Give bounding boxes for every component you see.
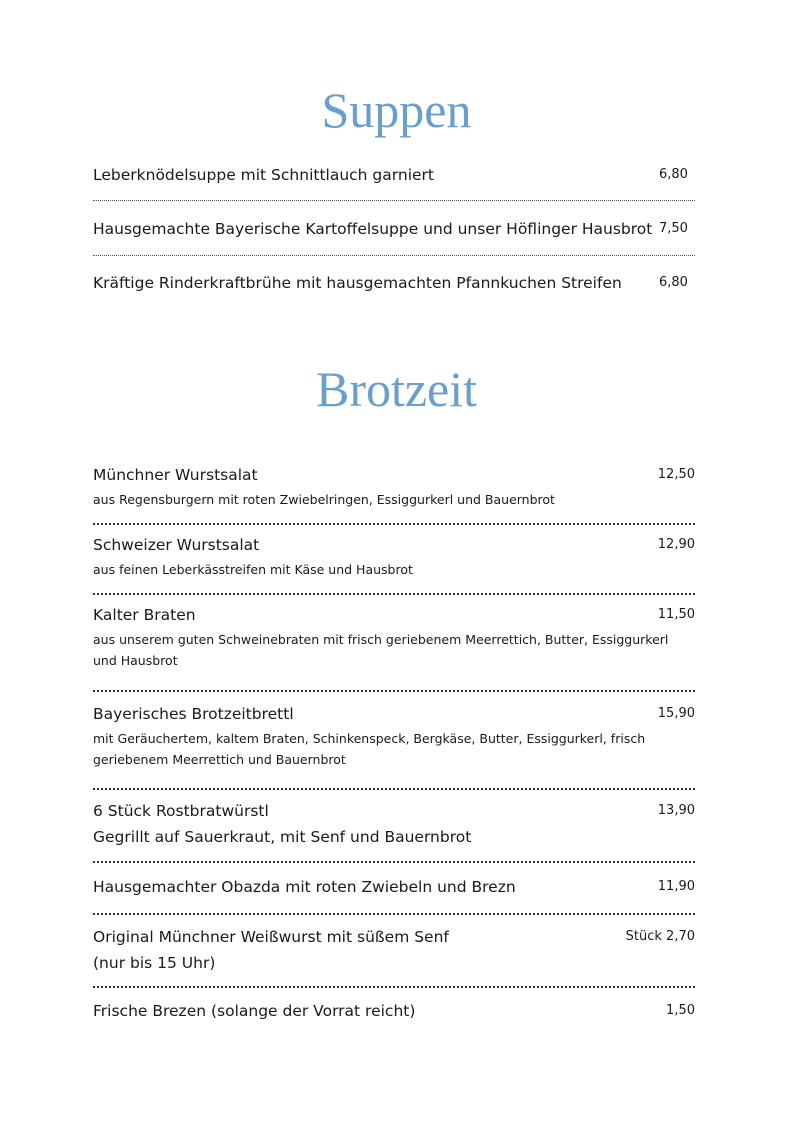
dotted-separator [93, 913, 695, 915]
item-description: mit Geräuchertem, kaltem Braten, Schinkenspeck, Bergkäse, Butter, Essiggurkerl, frisch geriebenem Meerrettich und Bauernbrot [93, 731, 646, 767]
item-name: Hausgemachte Bayerische Kartoffelsuppe und unser Höflinger Hausbrot [93, 220, 653, 238]
item-price: 12,90 [657, 537, 695, 552]
item-name: Kalter Braten [93, 606, 196, 624]
section-title-brotzeit: Brotzeit [315, 361, 478, 417]
item-description: aus Regensburgern mit roten Zwiebelringen, Essiggurkerl und Bauernbrot [93, 492, 555, 507]
item-price: 7,50 [659, 221, 688, 236]
item-price: Stück 2,70 [625, 929, 695, 944]
item-description: Gegrillt auf Sauerkraut, mit Senf und Bauernbrot [93, 828, 472, 846]
menu-item-rostbratwuerstl [93, 799, 695, 849]
dotted-separator [93, 255, 695, 256]
item-name: Schweizer Wurstsalat [93, 536, 260, 554]
item-description: aus feinen Leberkässtreifen mit Käse und Hausbrot [93, 562, 413, 577]
item-description: (nur bis 15 Uhr) [93, 954, 216, 972]
item-price: 12,50 [657, 467, 695, 482]
item-price: 6,80 [659, 275, 688, 290]
dotted-separator [93, 593, 695, 595]
item-price: 11,90 [657, 879, 695, 894]
item-price: 11,50 [657, 607, 695, 622]
menu-item-brezen [93, 999, 695, 1023]
dotted-separator [93, 986, 695, 988]
item-price: 15,90 [657, 706, 695, 721]
item-name: Kräftige Rinderkraftbrühe mit hausgemachten Pfannkuchen Streifen [93, 274, 622, 292]
item-price: 6,80 [659, 167, 688, 182]
item-name: 6 Stück Rostbratwürstl [93, 802, 269, 820]
item-name: Münchner Wurstsalat [93, 466, 258, 484]
item-price: 13,90 [657, 803, 695, 818]
section-title-suppen: Suppen [321, 82, 472, 138]
item-name: Original Münchner Weißwurst mit süßem Senf [93, 928, 449, 946]
menu-item-obazda [93, 875, 695, 899]
menu-item-muenchner-wurstsalat [93, 463, 695, 510]
item-name: Bayerisches Brotzeitbrettl [93, 705, 294, 723]
dotted-separator [93, 200, 695, 201]
menu-item-weisswurst [93, 925, 695, 975]
item-name: Frische Brezen (solange der Vorrat reicht) [93, 1002, 416, 1020]
item-name: Leberknödelsuppe mit Schnittlauch garniert [93, 166, 434, 184]
item-price: 1,50 [666, 1003, 695, 1018]
dotted-separator [93, 690, 695, 692]
menu-item-rinderkraftbruehe [93, 271, 695, 295]
dotted-separator [93, 861, 695, 863]
item-description: aus unserem guten Schweinebraten mit frisch geriebenem Meerrettich, Butter, Essiggurkerl und Hausbrot [93, 632, 669, 668]
menu-item-brotzeitbrettl [93, 702, 695, 770]
item-name: Hausgemachter Obazda mit roten Zwiebeln und Brezn [93, 878, 516, 896]
menu-item-schweizer-wurstsalat [93, 533, 695, 580]
menu-item-kalter-braten [93, 603, 695, 671]
menu-item-leberknoedelsuppe [93, 163, 695, 187]
dotted-separator [93, 788, 695, 790]
dotted-separator [93, 523, 695, 525]
menu-item-kartoffelsuppe [93, 217, 695, 241]
